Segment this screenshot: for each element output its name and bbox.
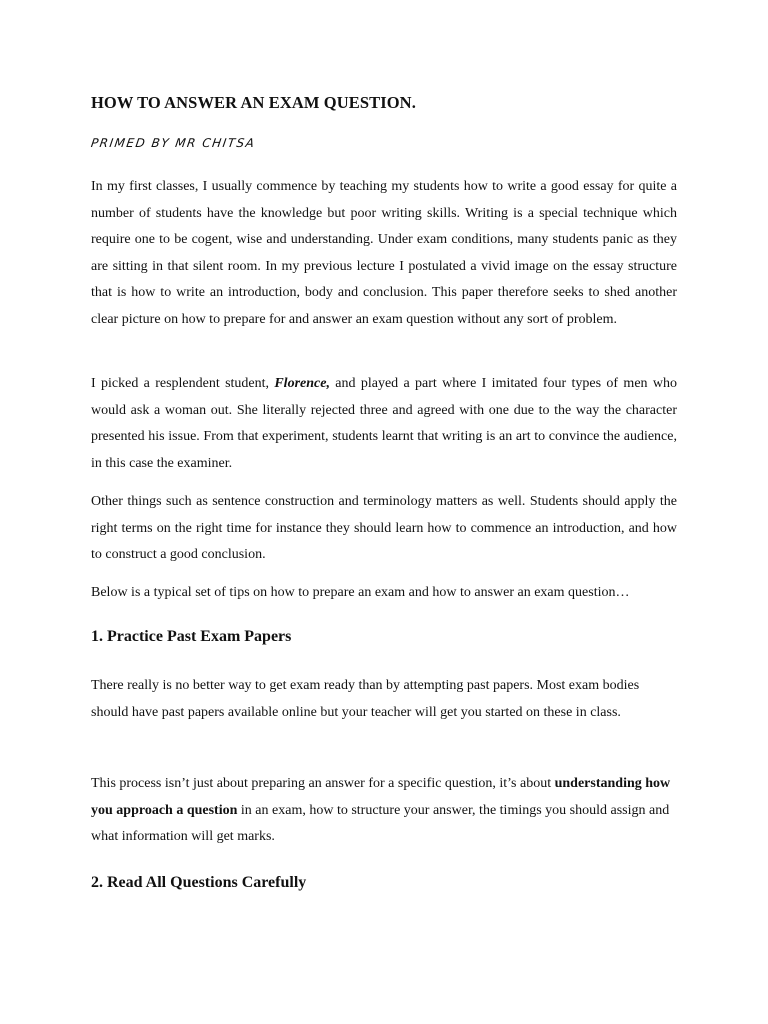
section-1-paragraph-1: There really is no better way to get exam ready than by attempting past papers. Most exam bodies should have past papers available online but your teacher will get you started on these in class.: [91, 678, 640, 720]
intro-paragraph-3: Other things such as sentence construction and terminology matters as well. Students should apply the right terms on the right time for instance they should learn how to commence an introduction, and how to construct a good conclusion.: [91, 494, 677, 563]
paragraph-text: in an exam, how to structure your answer, the timings you should assign and what information will get marks.: [91, 802, 670, 845]
section-1-paragraph-2: [91, 771, 671, 851]
document-title: HOW TO ANSWER AN EXAM QUESTION.: [91, 93, 416, 112]
student-name: Florence,: [274, 376, 330, 391]
intro-paragraph-2: [91, 371, 677, 477]
intro-paragraph-4: Below is a typical set of tips on how to prepare an exam and how to answer an exam question…: [91, 585, 630, 600]
author-byline: PRIMED BY MR CHITSA: [90, 136, 257, 150]
section-2-heading: 2. Read All Questions Carefully: [91, 874, 307, 891]
paragraph-text: and played a part where I imitated four types of men who would ask a woman out. She literally rejected three and agreed with one due to the way the character presented his issue. From that experiment, students learnt that writing is an art to convince the audience, in this case the examiner.: [91, 376, 677, 471]
paragraph-text: This process isn’t just about preparing an answer for a specific question, it’s about: [91, 776, 555, 791]
intro-paragraph-1: In my first classes, I usually commence by teaching my students how to write a good essay for quite a number of students have the knowledge but poor writing skills. Writing is a special technique which require one to be cogent, wise and understanding. Under exam conditions, many students panic as they are sitting in that silent room. In my previous lecture I postulated a vivid image on the essay structure that is how to write an introduction, body and conclusion. This paper therefore seeks to shed another clear picture on how to prepare for and answer an exam question without any sort of problem.: [91, 179, 677, 327]
paragraph-text: I picked a resplendent student,: [91, 376, 275, 391]
section-1-heading: 1. Practice Past Exam Papers: [91, 628, 292, 645]
emphasized-phrase: understanding how you approach a question: [91, 776, 671, 818]
